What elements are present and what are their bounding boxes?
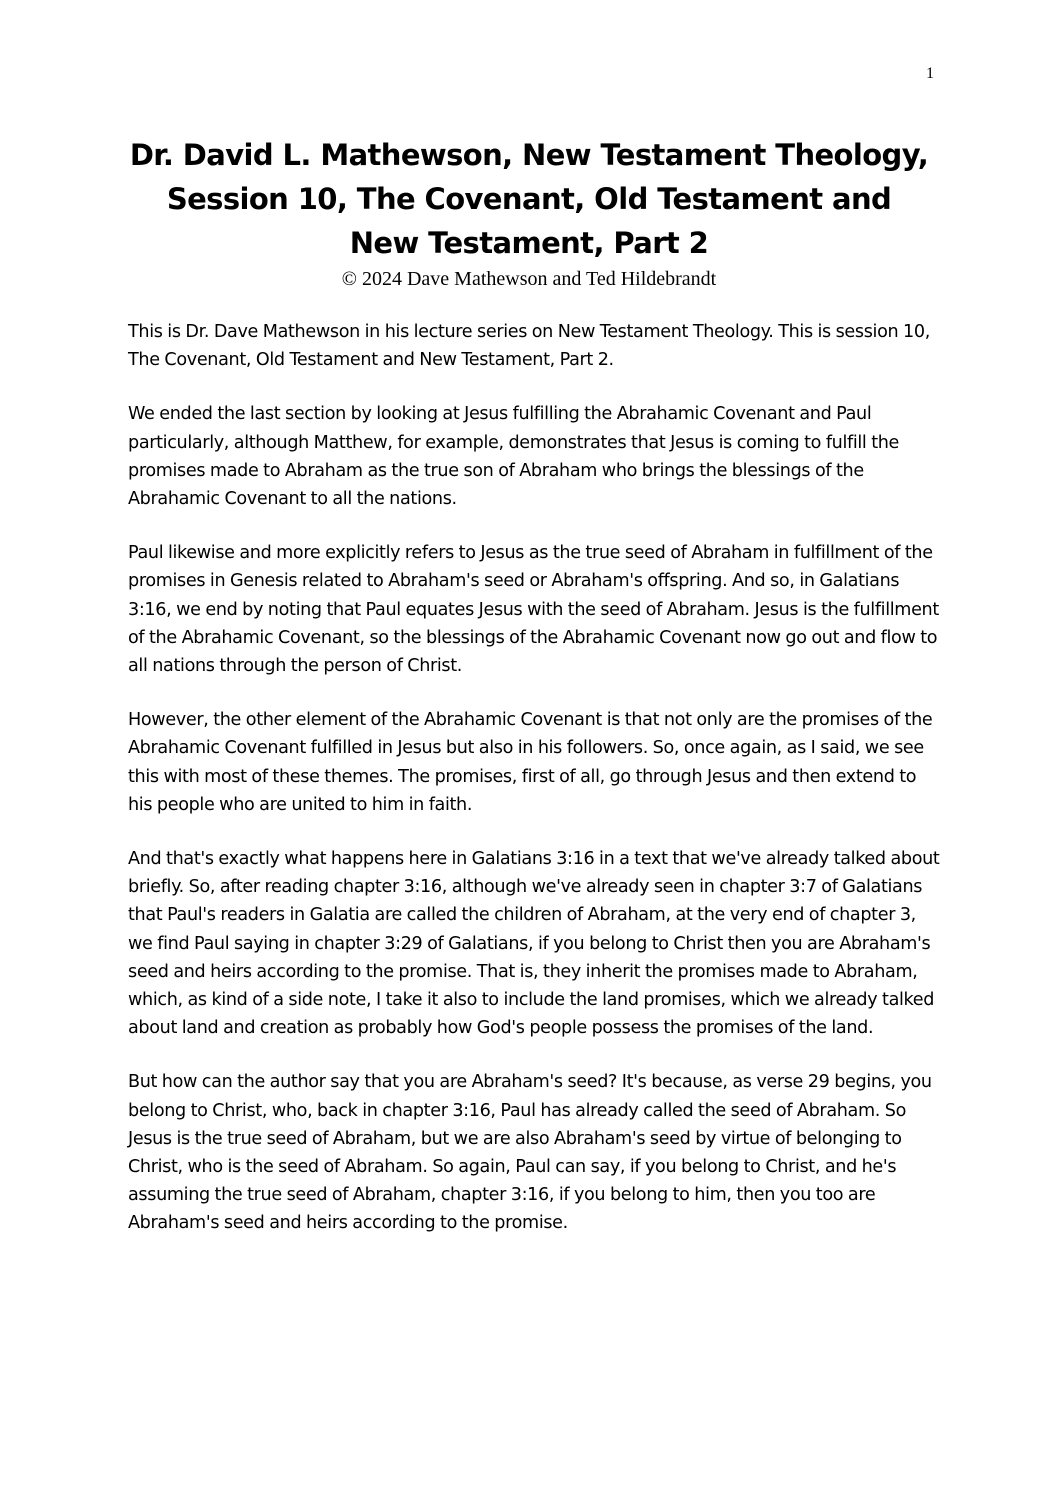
document-body (128, 318, 940, 1264)
page-number: 1 (926, 65, 934, 82)
paragraph: This is Dr. Dave Mathewson in his lecture series on New Testament Theology. This is session 10, The Covenant, Old Testament and New Testament, Part 2. (128, 322, 930, 371)
paragraph: We ended the last section by looking at Jesus fulfilling the Abrahamic Covenant and Paul particularly, although Matthew, for example, demonstrates that Jesus is coming to fulfill the promises made to Abraham as the true son of Abraham who brings the blessings of the Abrahamic Covenant to all the nations. (128, 404, 900, 510)
document-title (100, 133, 958, 265)
copyright-line: © 2024 Dave Mathewson and Ted Hildebrandt (341, 268, 717, 290)
paragraph: Paul likewise and more explicitly refers to Jesus as the true seed of Abraham in fulfillment of the promises in Genesis related to Abraham's seed or Abraham's offspring. And so, in Galatians 3:16, we end by noting that Paul equates Jesus with the seed of Abraham. Jesus is the fulfillment of the Abrahamic Covenant, so the blessings of the Abrahamic Covenant now go out and flow to all nations through the person of Christ. (128, 543, 939, 677)
paragraph: However, the other element of the Abrahamic Covenant is that not only are the promises of the Abrahamic Covenant fulfilled in Jesus but also in his followers. So, once again, as I said, we see this with most of these themes. The promises, first of all, go through Jesus and then extend to his people who are united to him in faith. (128, 710, 933, 815)
title-line: Session 10, The Covenant, Old Testament and (166, 182, 892, 216)
paragraph: But how can the author say that you are Abraham's seed? It's because, as verse 29 begins, you belong to Christ, who, back in chapter 3:16, Paul has already called the seed of Abraham. So Jesus is the true seed of Abraham, but we are also Abraham's seed by virtue of belonging to Christ, who is the seed of Abraham. So again, Paul can say, if you belong to Christ, and he's assuming the true seed of Abraham, chapter 3:16, if you belong to him, then you too are Abraham's seed and heirs according to the promise. (128, 1072, 932, 1234)
title-line: Dr. David L. Mathewson, New Testament Theology, (129, 138, 929, 172)
title-line: New Testament, Part 2 (349, 226, 709, 260)
paragraph: And that's exactly what happens here in Galatians 3:16 in a text that we've already talked about briefly. So, after reading chapter 3:16, although we've already seen in chapter 3:7 of Galatians that Paul's readers in Galatia are called the children of Abraham, at the very end of chapter 3, we find Paul saying in chapter 3:29 of Galatians, if you belong to Christ then you are Abraham's seed and heirs according to the promise. That is, they inherit the promises made to Abraham, which, as kind of a side note, I take it also to include the land promises, which we already talked about land and creation as probably how God's people possess the promises of the land. (128, 849, 940, 1039)
